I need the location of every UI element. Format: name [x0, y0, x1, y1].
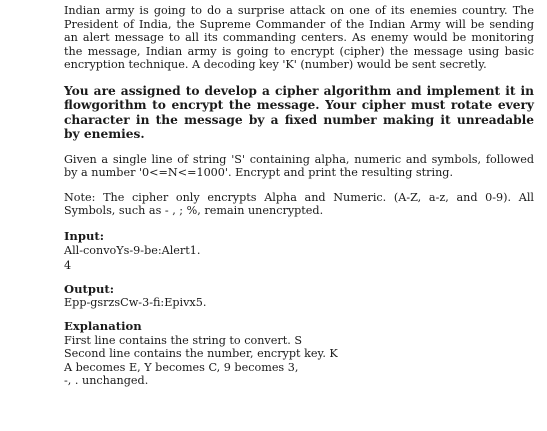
input-label: Input:	[64, 228, 105, 243]
given-paragraph: Given a single line of string 'S' containing alpha, numeric and symbols, followed by a number '0<=N<=1000'. Encrypt and print the resulting string.	[64, 152, 534, 180]
output-section	[64, 283, 534, 310]
explanation-line: Second line contains the number, encrypt key. K	[64, 347, 338, 361]
input-string: All-convoYs-9-be:Alert1.	[64, 243, 201, 257]
problem-document	[64, 4, 534, 388]
output-string: Epp-gsrzsCw-3-fi:Epivx5.	[64, 296, 207, 310]
intro-paragraph: Indian army is going to do a surprise attack on one of its enemies country. The President of India, the Supreme Commander of the Indian Army will be sending an alert message to all its commanding centers. As enemy would be monitoring the message, Indian army is going to encrypt (cipher) the message using basic encryption technique. A decoding key 'K' (number) would be sent secretly.	[64, 4, 534, 72]
output-label: Output:	[64, 281, 115, 296]
explanation-section	[64, 320, 534, 388]
note-paragraph: Note: The cipher only encrypts Alpha and Numeric. (A-Z, a-z, and 0-9). All Symbols, such as - , ; %, remain unencrypted.	[64, 190, 534, 218]
input-key: 4	[64, 259, 72, 273]
explanation-label: Explanation	[64, 318, 142, 333]
task-paragraph: You are assigned to develop a cipher algorithm and implement it in flowgorithm to encrypt the message. Your cipher must rotate every character in the message by a fixed number making it unreadable by enemies.	[64, 83, 534, 142]
explanation-line: First line contains the string to convert. S	[64, 333, 302, 347]
explanation-line: -, . unchanged.	[64, 374, 149, 388]
explanation-line: A becomes E, Y becomes C, 9 becomes 3,	[64, 360, 299, 374]
input-section	[64, 230, 534, 273]
